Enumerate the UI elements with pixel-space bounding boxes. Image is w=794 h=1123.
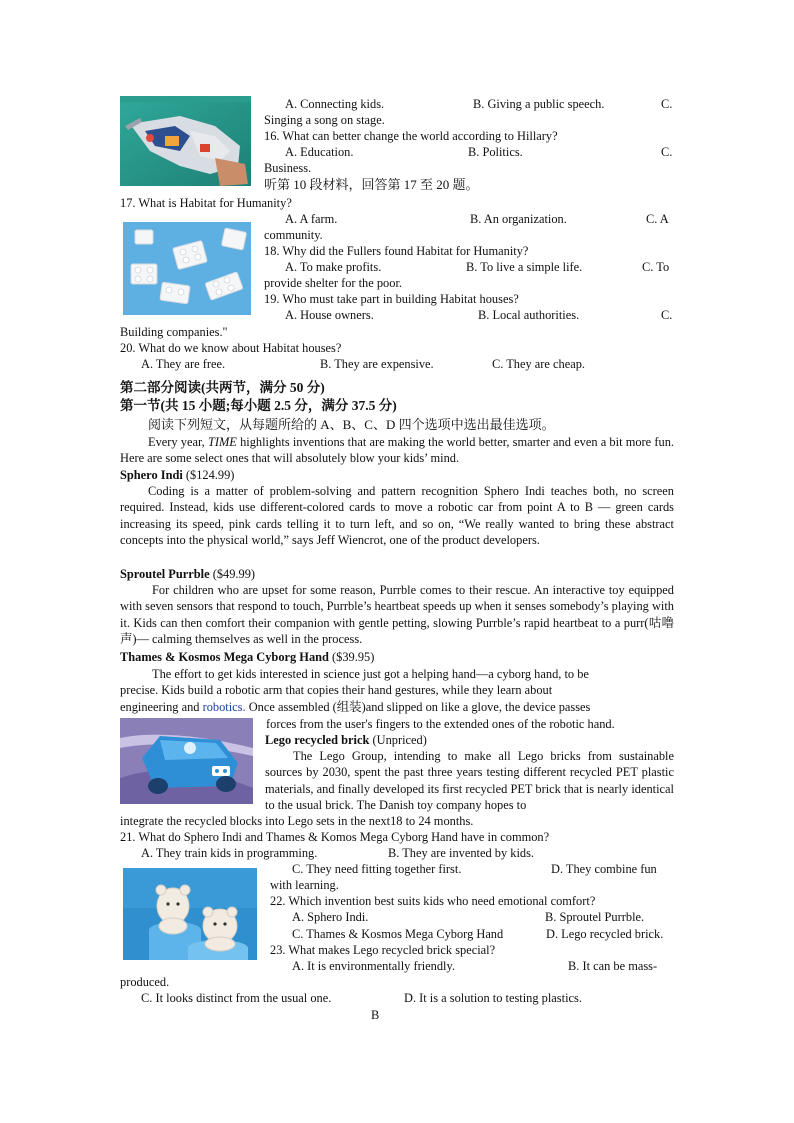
q19-option-c[interactable]: C. — [661, 308, 673, 322]
q18-option-a[interactable]: A. To make profits. — [285, 260, 382, 274]
q21-option-a[interactable]: A. They train kids in programming. — [141, 846, 318, 860]
robot-car-illustration — [120, 718, 253, 804]
q16-option-c[interactable]: C. — [661, 145, 673, 159]
item-price: ($124.99) — [182, 468, 235, 482]
passage-b-label: B — [371, 1008, 380, 1022]
reading-instruction: 阅读下列短文，从每题所给的 A、B、C、D 四个选项中选出最佳选项。 — [148, 417, 555, 432]
reading-part-title: 第二部分阅读(共两节，满分 50 分) — [120, 380, 325, 395]
line-text: Once assembled (组装)and slipped on like a glove, the device passes — [245, 700, 591, 714]
q15-option-b[interactable]: B. Giving a public speech. — [473, 97, 605, 111]
intro-paragraph — [120, 434, 674, 467]
q22-option-d[interactable]: D. Lego recycled brick. — [546, 927, 664, 941]
q18-option-c-continued: provide shelter for the poor. — [264, 276, 402, 290]
reading-section-title: 第一节(共 15 小题;每小题 2.5 分，满分 37.5 分) — [120, 398, 397, 413]
cyborg-hand-line-3 — [120, 699, 590, 715]
cyborg-hand-line-4: forces from the user's fingers to the extended ones of the robotic hand. — [266, 717, 615, 731]
q16-option-b[interactable]: B. Politics. — [468, 145, 523, 159]
q19-option-a[interactable]: A. House owners. — [285, 308, 374, 322]
lego-bricks-image — [123, 222, 251, 315]
q23-option-a[interactable]: A. It is environmentally friendly. — [292, 959, 455, 973]
item-price: ($49.99) — [209, 567, 256, 581]
q23-option-d[interactable]: D. It is a solution to testing plastics. — [404, 991, 582, 1005]
q17-option-c[interactable]: C. A — [646, 212, 669, 226]
q19-stem: 19. Who must take part in building Habitat houses? — [264, 292, 519, 306]
q16-option-a[interactable]: A. Education. — [285, 145, 354, 159]
cyborg-hand-line-1: The effort to get kids interested in science just got a helping hand—a cyborg hand, to be — [152, 667, 589, 681]
sphero-indi-paragraph: Coding is a matter of problem-solving and pattern recognition Sphero Indi teaches both, no screen required. Instead, kids use different-colored cards to move a robotic car from point A to B — green cards increasing its speed, pink cards telling it to turn left, and so on, “We really wanted to bring these abstract concepts into the physical world,” says Jeff Wiencrot, one of the product developers. — [120, 484, 674, 547]
item-name: Lego recycled brick — [265, 733, 370, 747]
q16-option-c-continued: Business. — [264, 161, 312, 175]
q21-option-d-continued: with learning. — [270, 878, 339, 892]
q15-option-a[interactable]: A. Connecting kids. — [285, 97, 385, 111]
q18-stem: 18. Why did the Fullers found Habitat for Humanity? — [264, 244, 529, 258]
q20-option-b[interactable]: B. They are expensive. — [320, 357, 434, 371]
purrble-paragraph: For children who are upset for some reason, Purrble comes to their rescue. An interactive toy equipped with seven sensors that respond to touch, Purrble’s heartbeat speeds up when it senses somebody’s playing with it. Kids can then comfort their companion with gentle petting, slowing Purrble’s rapid heartbeat to a purr(咕噜声)— calming themselves as well in the process. — [120, 583, 674, 646]
q16-stem: 16. What can better change the world according to Hillary? — [264, 129, 558, 143]
item-name: Sproutel Purrble — [120, 567, 210, 581]
q20-stem: 20. What do we know about Habitat houses? — [120, 341, 342, 355]
q22-option-b[interactable]: B. Sproutel Purrble. — [545, 910, 645, 924]
q20-option-c[interactable]: C. They are cheap. — [492, 357, 586, 371]
cyborg-hand-line-2: precise. Kids build a robotic arm that copies their hand gestures, while they learn about — [120, 683, 553, 697]
q21-option-b[interactable]: B. They are invented by kids. — [388, 846, 535, 860]
robotic-hand-image — [120, 96, 251, 186]
q23-option-b-continued: produced. — [120, 975, 170, 989]
sphero-indi-heading — [120, 467, 234, 483]
item-name: Thames & Kosmos Mega Cyborg Hand — [120, 650, 329, 664]
q17-option-b[interactable]: B. An organization. — [470, 212, 567, 226]
q21-option-c[interactable]: C. They need fitting together first. — [292, 862, 462, 876]
q22-stem: 22. Which invention best suits kids who need emotional comfort? — [270, 894, 596, 908]
q17-option-c-continued: community. — [264, 228, 323, 242]
robotic-hand-illustration — [120, 96, 251, 186]
robot-car-image — [120, 718, 253, 804]
lego-brick-paragraph: The Lego Group, intending to make all Lego bricks from sustainable sources by 2030, spent the past three years testing different recycled PET plastic materials, and finally developed its first recycled PET brick that is nearly identical to the usual brick. The Danish toy company hopes to — [265, 749, 674, 812]
q19-option-b[interactable]: B. Local authorities. — [478, 308, 580, 322]
item-name: Sphero Indi — [120, 468, 183, 482]
intro-text-pre: Every year, — [148, 435, 208, 449]
q22-option-c[interactable]: C. Thames & Kosmos Mega Cyborg Hand — [292, 927, 504, 941]
lego-brick-heading — [265, 732, 427, 748]
cyborg-hand-heading — [120, 649, 374, 665]
robotics-link[interactable]: robotics. — [202, 700, 246, 714]
item-price: (Unpriced) — [369, 733, 427, 747]
q18-option-c[interactable]: C. To — [642, 260, 670, 274]
q23-option-c[interactable]: C. It looks distinct from the usual one. — [141, 991, 332, 1005]
lego-bricks-illustration — [123, 222, 251, 315]
q21-stem: 21. What do Sphero Indi and Thames & Komos Mega Cyborg Hand have in common? — [120, 830, 550, 844]
q19-option-c-continued: Building companies." — [120, 325, 228, 339]
q22-option-a[interactable]: A. Sphero Indi. — [292, 910, 369, 924]
q18-option-b[interactable]: B. To live a simple life. — [466, 260, 583, 274]
q17-option-a[interactable]: A. A farm. — [285, 212, 338, 226]
q15-option-c[interactable]: C. — [661, 97, 673, 111]
purrble-heading — [120, 566, 255, 582]
q17-stem: 17. What is Habitat for Humanity? — [120, 196, 292, 210]
time-magazine-name: TIME — [207, 435, 237, 449]
listening-instruction: 听第 10 段材料，回答第 17 至 20 题。 — [264, 177, 479, 192]
plush-toys-illustration — [123, 868, 257, 960]
q20-option-a[interactable]: A. They are free. — [141, 357, 226, 371]
intro-text-post: highlights inventions that are making the world better, smarter and even a bit more fun. Here are some select ones that will absolutely blow your kids’ mind. — [120, 435, 675, 466]
q23-stem: 23. What makes Lego recycled brick special? — [270, 943, 496, 957]
q15-option-c-continued: Singing a song on stage. — [264, 113, 385, 127]
item-price: ($39.95) — [328, 650, 375, 664]
plush-toys-image — [123, 868, 257, 960]
q21-option-d[interactable]: D. They combine fun — [551, 862, 657, 876]
q23-option-b[interactable]: B. It can be mass- — [568, 959, 658, 973]
lego-brick-paragraph-end: integrate the recycled blocks into Lego sets in the next18 to 24 months. — [120, 814, 474, 828]
line-text: engineering and — [120, 700, 203, 714]
